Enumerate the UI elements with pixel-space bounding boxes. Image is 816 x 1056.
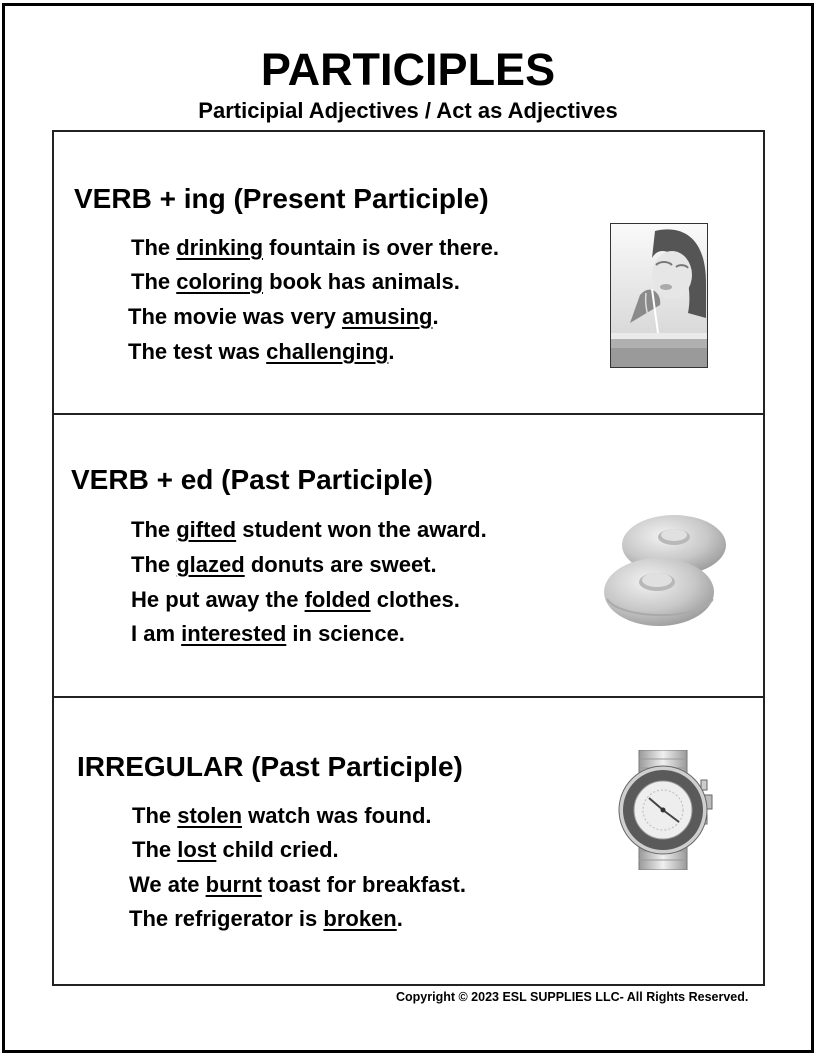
participle-word: lost xyxy=(177,837,217,862)
participle-word: stolen xyxy=(177,803,243,828)
sentence xyxy=(131,268,460,296)
sentence-text: We ate xyxy=(129,872,206,897)
sentence-text: The xyxy=(132,837,178,862)
sentence xyxy=(132,802,432,830)
sentence-text: The xyxy=(132,803,178,828)
sentence-text: fountain is over there. xyxy=(263,235,499,260)
glazed-donuts-image xyxy=(599,507,729,637)
sentence xyxy=(131,620,405,648)
participle-word: interested xyxy=(181,621,287,646)
section-irregular xyxy=(54,698,763,984)
sentence xyxy=(131,516,487,544)
sentence-text: He put away the xyxy=(131,587,305,612)
wrist-watch-image xyxy=(609,750,719,870)
sentence-text: . xyxy=(388,339,395,364)
sentence-text: in science. xyxy=(286,621,405,646)
participle-word: amusing xyxy=(342,304,433,329)
page-title: PARTICIPLES xyxy=(260,44,556,95)
sentence-text: I am xyxy=(131,621,182,646)
sentence-text: . xyxy=(432,304,439,329)
sentence xyxy=(129,905,403,933)
sentence xyxy=(131,234,499,262)
sentence-text: . xyxy=(396,906,403,931)
participle-word: folded xyxy=(304,587,371,612)
girl-drinking-fountain-image xyxy=(610,223,708,368)
sentence-text: The refrigerator is xyxy=(129,906,324,931)
sentence-text: donuts are sweet. xyxy=(244,552,437,577)
sentence xyxy=(131,551,437,579)
participle-word: drinking xyxy=(176,235,264,260)
section-present-participle xyxy=(54,132,763,414)
participle-word: coloring xyxy=(176,269,264,294)
sentence-text: child cried. xyxy=(216,837,339,862)
section-heading: VERB + ing (Present Participle) xyxy=(74,183,489,214)
section-past-participle xyxy=(54,415,763,697)
participle-word: challenging xyxy=(266,339,389,364)
sentence-text: The xyxy=(131,235,177,260)
participle-word: broken xyxy=(323,906,397,931)
sentence-text: The test was xyxy=(128,339,267,364)
sentence-text: book has animals. xyxy=(263,269,460,294)
sentence xyxy=(129,871,466,899)
content-box xyxy=(52,130,765,986)
sentence xyxy=(132,836,339,864)
sentence-text: toast for breakfast. xyxy=(261,872,466,897)
sentence-text: The movie was very xyxy=(128,304,342,329)
sentence xyxy=(128,303,439,331)
section-heading: IRREGULAR (Past Participle) xyxy=(77,751,463,782)
page-subtitle: Participial Adjectives / Act as Adjectives xyxy=(198,98,618,123)
participle-word: glazed xyxy=(176,552,245,577)
sentence-text: clothes. xyxy=(370,587,460,612)
sentence-text: The xyxy=(131,269,177,294)
participle-word: burnt xyxy=(205,872,262,897)
section-heading: VERB + ed (Past Participle) xyxy=(71,464,433,495)
sentence-text: student won the award. xyxy=(236,517,487,542)
copyright-notice: Copyright © 2023 ESL SUPPLIES LLC- All Rights Reserved. xyxy=(396,990,749,1004)
sentence-text: The xyxy=(131,552,177,577)
participle-word: gifted xyxy=(176,517,237,542)
sentence xyxy=(128,338,395,366)
sentence-text: The xyxy=(131,517,177,542)
sentence-text: watch was found. xyxy=(242,803,432,828)
sentence xyxy=(131,586,460,614)
